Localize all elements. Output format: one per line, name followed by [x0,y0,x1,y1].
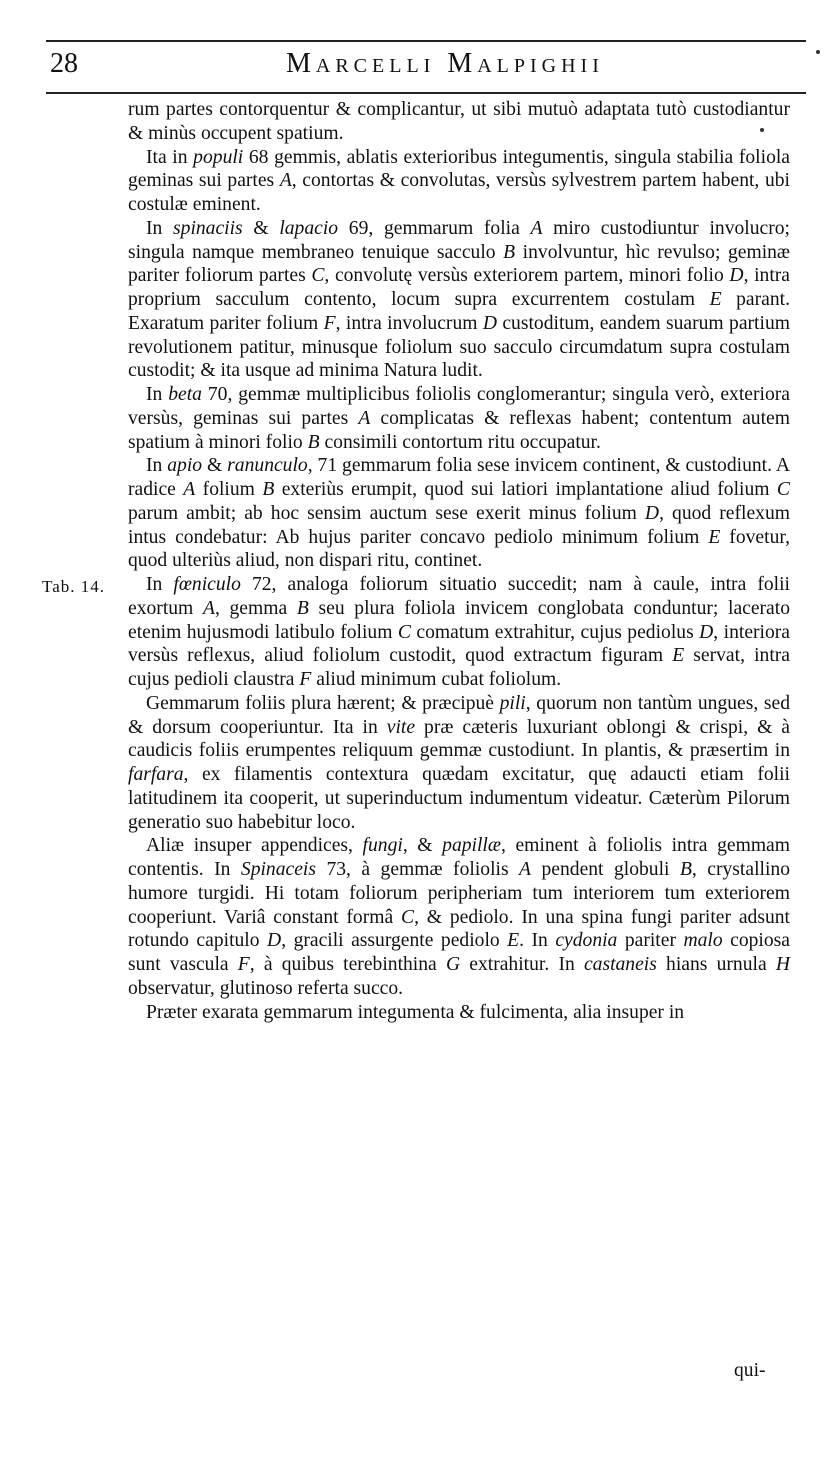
italic-term: F [323,312,336,334]
text-run: . In [519,930,556,952]
text-run: miro custodiuntur involucro; singula namque membraneo tenuique sacculo [128,217,790,263]
italic-term: Spinaceis [240,859,316,880]
italic-term: C [397,621,411,643]
text-run: Ita in [146,146,194,168]
text-run: & [202,455,228,477]
running-head: Marcelli Malpighii [286,48,604,79]
text-run: fovetur, quod ulteriùs aliud, non dispari ritu, continet. [128,526,791,572]
text-run: In [146,574,174,595]
text-run: , 71 gemmarum folia sese invicem continent, & custodiunt. A radice [128,455,790,500]
italic-term: B [679,859,692,880]
italic-term: G [445,954,461,975]
italic-term: A [519,859,532,880]
italic-term: E [708,526,721,548]
text-run: Gemmarum foliis plura hærent; & præcipuè [146,692,500,714]
text-run: 70, gemmæ multiplicibus foliolis conglomerantur; singula verò, exteriora versùs, geminas sui partes [128,384,790,429]
text-run: comatum extrahitur, cujus pediolus [411,621,700,643]
paragraph [128,692,790,835]
italic-term: A [358,407,371,429]
italic-term: A [202,597,215,619]
italic-term: malo [683,930,723,952]
italic-term: farfara [128,764,184,785]
text-run: , à quibus terebinthina [249,954,446,975]
italic-term: C [311,265,325,287]
text-run: , ex filamentis contextura quædam excitatur, quę adaucti etiam folii latitudinem ita cooperit, ut superinductum indumentum videatur. Cæterùm Pilorum generatio suo habebitur loco. [128,764,790,833]
catchword: qui- [734,1360,766,1381]
italic-term: fungi [362,835,403,857]
paragraph [128,834,790,1000]
italic-term: E [507,930,520,952]
text-run: , interiora versùs reflexus, aliud foliolum custodit, quod extractum figuram [128,621,790,667]
italic-term: E [709,289,722,310]
italic-term: E [672,645,685,667]
text-run: pariter [617,930,684,952]
text-run: , intra involucrum [335,312,483,334]
italic-term: H [775,954,790,975]
italic-term: B [262,479,275,500]
italic-term: castaneis [583,954,657,975]
text-run: parum ambit; ab hoc sensim auctum sese exerit minus folium [128,502,645,524]
italic-term: papillæ [442,835,501,857]
text-run: 69, gemmarum folia [338,217,531,239]
paragraph [128,1001,790,1025]
italic-term: F [299,669,312,690]
text-run: folium [195,479,263,500]
text-run: In [146,384,169,405]
text-run: , intra proprium sacculum contento, locum supra excurrentem costulam [128,265,790,310]
text-run: , quorum non tantùm ungues, sed & dorsum cooperiuntur. Ita in [128,692,790,738]
text-run: 73, à gemmæ foliolis [315,859,520,880]
paragraph [128,217,790,383]
italic-term: beta [168,384,202,405]
text-run: , crystallino humore turgidi. Hi totam foliorum peripheriam tum interiorem tum exteriorem cooperiunt. Variâ constant formâ [128,859,790,928]
italic-term: D [729,265,744,287]
text-run: custoditum, eandem suarum partium revolutionem patitur, minusque foliolum suo sacculo circumdatum supra costulam custodit; & ita usque ad minima Natura ludit. [128,312,790,382]
italic-term: lapacio [279,217,339,239]
text-run: Præter exarata gemmarum integumenta & fulcimenta, alia insuper in [146,1001,685,1023]
italic-term: B [503,241,516,263]
paragraph [128,383,790,454]
italic-term: populi [193,146,244,168]
text-run: hians urnula [656,954,776,975]
text-run: pendent globuli [531,859,680,880]
paragraph [128,98,790,146]
italic-term: A [530,217,543,239]
italic-term: C [401,906,415,928]
italic-term: cydonia [555,930,618,952]
italic-term: spinaciis [173,217,243,239]
text-run: aliud minimum cubat foliolum. [311,669,562,690]
text-run: , & pediolo. In una spina fungi pariter adsunt rotundo capitulo [128,906,790,952]
paragraph [128,573,790,692]
text-run: copiosa sunt vascula [128,930,790,975]
italic-term: A [279,170,292,192]
text-run: 68 gemmis, ablatis exterioribus integumentis, singula stabilia foliola geminas sui partes [128,146,791,192]
text-run: servat, intra cujus pedioli claustra [128,645,791,690]
text-run: , & [402,835,443,857]
paragraph [128,146,790,217]
text-run: extrahitur. In [460,954,584,975]
text-run: parant. Exaratum pariter folium [128,289,790,334]
text-run: seu plura foliola invicem conglobata conduntur; lacerato etenim hujusmodi latibulo folium [128,597,790,643]
text-run: & [242,217,280,239]
text-run: involvuntur, hìc revulso; geminæ pariter foliorum partes [128,241,791,287]
text-run: , gemma [214,597,297,619]
text-run: rum partes contorquentur & complicantur, ut sibi mutuò adaptata tutò custodiantur & minùs occupent spatium. [128,99,790,144]
italic-term: D [482,312,497,334]
italic-term: D [699,621,714,643]
italic-term: B [307,431,320,453]
paragraph [128,454,790,573]
text-run: 72, analoga foliorum situatio succedit; nam à caule, intra folii exortum [128,574,790,619]
text-run: observatur, glutinoso referta succo. [128,977,404,999]
italic-term: B [296,597,309,619]
italic-term: apio [167,455,203,477]
italic-term: ranunculo [227,455,308,477]
page-header [46,40,806,94]
text-run: , gracili assurgente pediolo [281,930,508,952]
italic-term: fœniculo [173,574,241,595]
text-run: In [146,217,174,239]
italic-term: C [776,479,790,500]
text-run: , eminent à foliolis intra gemmam contentis. In [128,835,790,880]
body-text [128,98,790,1024]
italic-term: vite [386,716,416,738]
text-run: exteriùs erumpit, quod sui latiori implantatione aliud folium [274,479,777,500]
text-run: consimili contortum ritu occupatur. [319,431,601,453]
italic-term: A [183,479,196,500]
ink-speck [816,50,820,54]
italic-term: D [644,502,660,524]
text-run: præ cæteris luxuriant oblongi & crispi, & à caudicis foliis erumpentes reliquum gemmæ custodiunt. In plantis, & præsertim in [128,716,790,762]
italic-term: D [267,930,282,952]
italic-term: F [237,954,250,975]
text-run: , quod reflexum intus condebatur: Ab hujus pariter concavo pediolo minimum folium [128,502,790,548]
text-run: In [146,455,168,477]
text-run: Aliæ insuper appendices, [146,835,363,857]
italic-term: pili [499,692,526,714]
text-run: complicatas & reflexas habent; contentum autem spatium à minori folio [128,407,790,453]
page-number: 28 [50,48,78,79]
text-run: , contortas & convolutas, versùs sylvestrem partem habent, ubi costulæ eminent. [128,170,790,215]
margin-note-plate: Tab. 14. [42,577,105,596]
text-run: , convolutę versùs exteriorem partem, minori folio [324,265,730,287]
ink-speck [760,128,764,132]
